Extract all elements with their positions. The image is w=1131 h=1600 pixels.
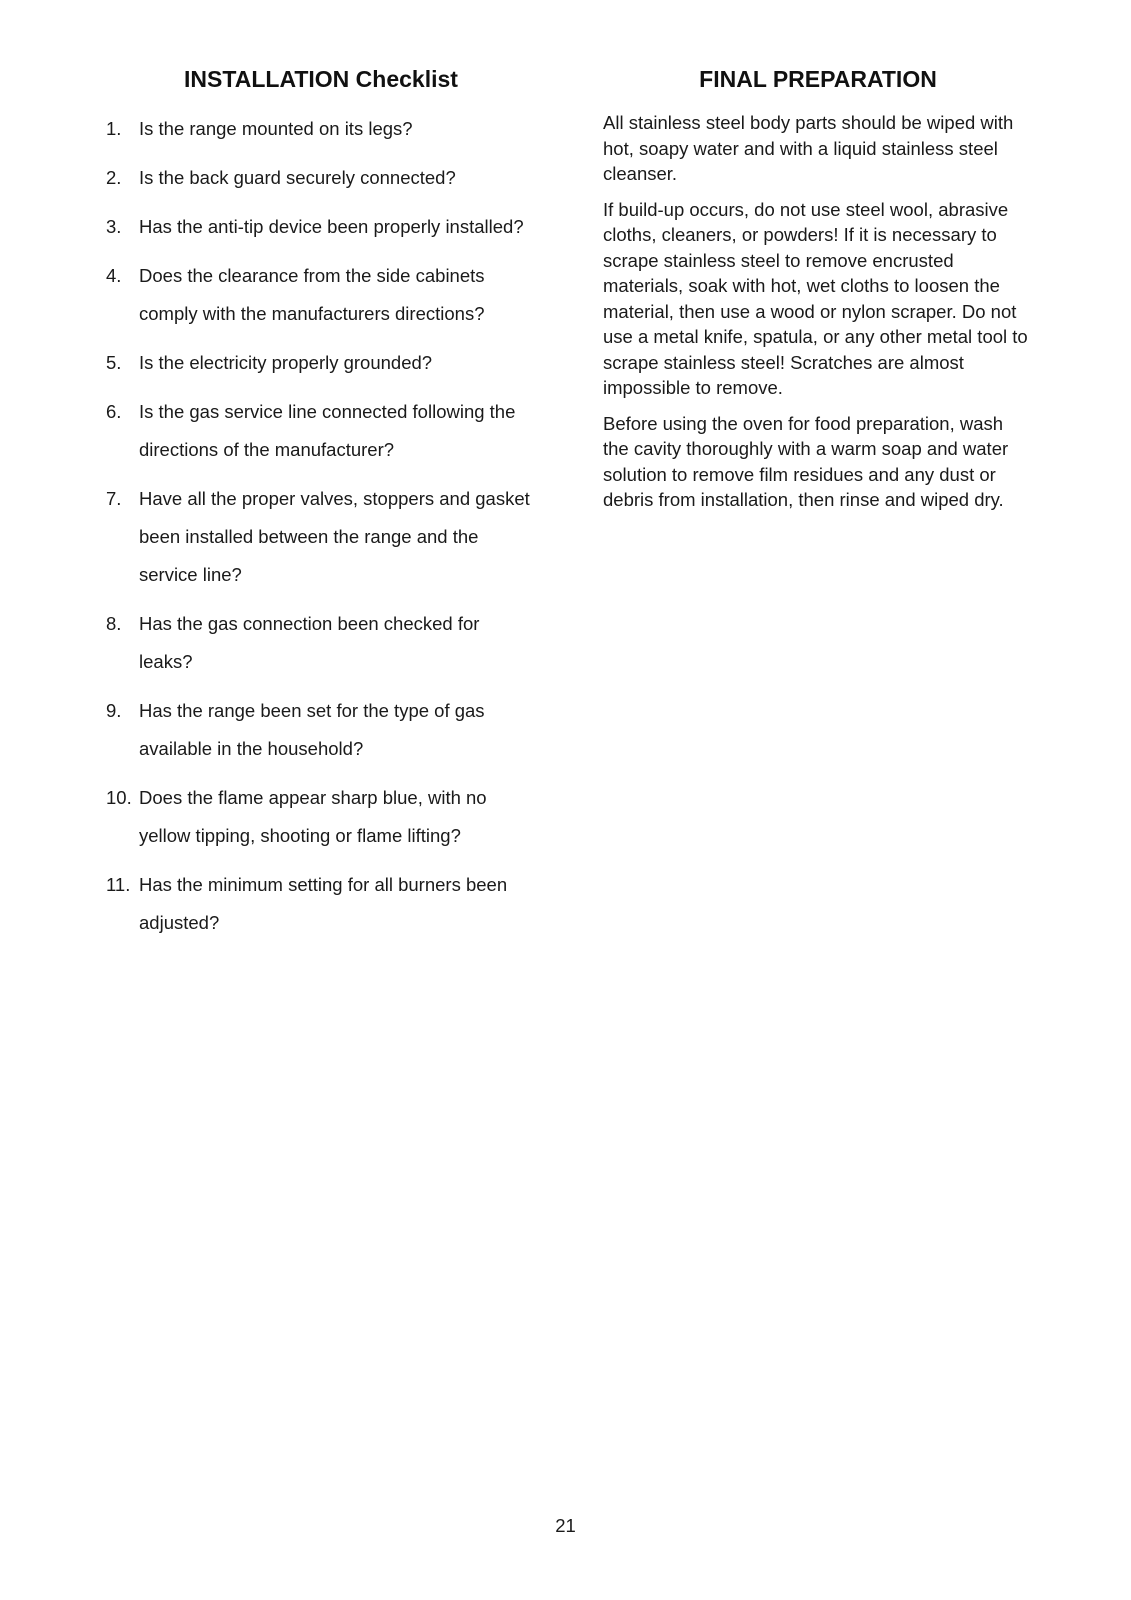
- paragraph: If build-up occurs, do not use steel wool, abrasive cloths, cleaners, or powders! If it is necessary to scrape stainless steel to remove encrusted materials, soak with hot, wet cloths to loosen the material, then use a wood or nylon scraper. Do not use a metal knife, spatula, or any other metal tool to scrape stainless steel! Scratches are almost impossible to remove.: [603, 198, 1028, 398]
- list-item: [106, 692, 536, 768]
- item-text: Is the gas service line connected following the directions of the manufacturer?: [139, 401, 516, 460]
- paragraph: All stainless steel body parts should be wiped with hot, soapy water and with a liquid stainless steel cleanser.: [603, 112, 1014, 184]
- item-number: 1.: [106, 118, 122, 139]
- item-text: Has the range been set for the type of gas available in the household?: [139, 700, 485, 759]
- item-number: 5.: [106, 352, 122, 373]
- item-text: Have all the proper valves, stoppers and gasket been installed between the range and the service line?: [139, 488, 530, 585]
- item-number: 2.: [106, 167, 122, 188]
- list-item: [106, 605, 536, 681]
- list-item: [106, 257, 536, 333]
- item-number: 10.: [106, 787, 132, 808]
- installation-checklist-heading: INSTALLATION Checklist: [184, 66, 458, 92]
- list-item: [106, 110, 536, 148]
- list-item: [106, 866, 536, 942]
- list-item: [106, 393, 536, 469]
- item-text: Is the electricity properly grounded?: [139, 352, 433, 373]
- item-text: Has the gas connection been checked for leaks?: [139, 613, 480, 672]
- item-text: Is the back guard securely connected?: [139, 167, 456, 188]
- final-preparation-heading: FINAL PREPARATION: [699, 66, 937, 92]
- item-text: Is the range mounted on its legs?: [139, 118, 413, 139]
- item-number: 6.: [106, 401, 122, 422]
- checklist: [106, 110, 536, 942]
- list-item: [106, 480, 536, 594]
- item-text: Has the anti-tip device been properly installed?: [139, 216, 524, 237]
- item-text: Does the clearance from the side cabinets comply with the manufacturers directions?: [139, 265, 485, 324]
- list-item: [106, 208, 536, 246]
- list-item: [106, 344, 536, 382]
- item-number: 11.: [106, 874, 131, 895]
- paragraph: Before using the oven for food preparation, wash the cavity thoroughly with a warm soap and water solution to remove film residues and any dust or debris from installation, then rinse and wiped dry.: [603, 412, 1009, 510]
- final-preparation-section: [603, 62, 1033, 523]
- item-number: 9.: [106, 700, 122, 721]
- list-item: [106, 159, 536, 197]
- item-text: Has the minimum setting for all burners been adjusted?: [139, 874, 508, 933]
- list-item: [106, 779, 536, 855]
- item-number: 3.: [106, 216, 122, 237]
- item-number: 4.: [106, 265, 122, 286]
- item-number: 8.: [106, 613, 122, 634]
- item-number: 7.: [106, 488, 122, 509]
- item-text: Does the flame appear sharp blue, with no yellow tipping, shooting or flame lifting?: [139, 787, 487, 846]
- installation-checklist-section: [106, 62, 536, 953]
- page-number: 21: [555, 1515, 576, 1536]
